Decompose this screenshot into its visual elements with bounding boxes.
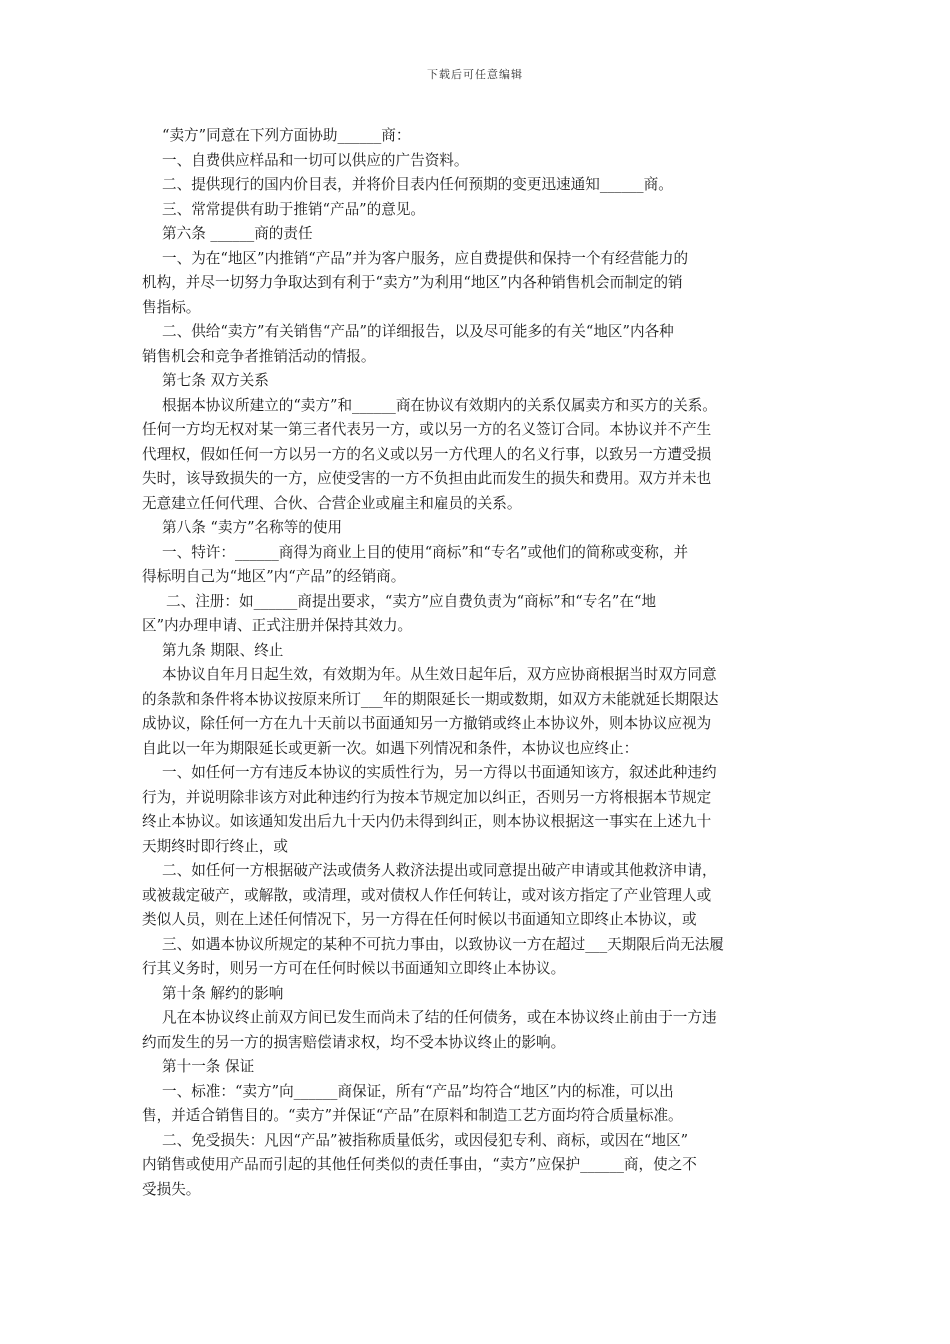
- document-line: 一、标准：“卖方”向______商保证，所有“产品”均符合“地区”内的标准，可以出: [162, 1082, 674, 1100]
- document-line: 一、为在“地区”内推销“产品”并为客户服务，应自费提供和保持一个有经营能力的: [162, 249, 689, 267]
- document-line: 凡在本协议终止前双方间已发生而尚未了结的任何债务，或在本协议终止前由于一方违: [162, 1009, 717, 1026]
- document-line: 二、注册：如______商提出要求，“卖方”应自费负责为“商标”和“专名”在“地: [166, 592, 657, 610]
- document-line: 约而发生的另一方的损害赔偿请求权，均不受本协议终止的影响。: [142, 1033, 566, 1051]
- document-line: 三、常常提供有助于推销“产品”的意见。: [162, 200, 426, 218]
- document-body: [142, 124, 810, 1202]
- document-line: 受损失。: [142, 1180, 201, 1198]
- document-line: 行为，并说明除非该方对此种违约行为按本节规定加以纠正，否则另一方将根据本节规定: [142, 788, 712, 806]
- document-line: 无意建立任何代理、合伙、合营企业或雇主和雇员的关系。: [142, 494, 522, 512]
- document-line: 或被裁定破产，或解散，或清理，或对债权人作任何转让，或对该方指定了产业管理人或: [142, 886, 712, 904]
- document-line: 二、提供现行的国内价目表，并将价目表内任何预期的变更迅速通知______商。: [162, 176, 673, 193]
- document-line: 自此以一年为期限延长或更新一次。如遇下列情况和条件，本协议也应终止：: [142, 739, 639, 757]
- document-line: 根据本协议所建立的“卖方”和______商在协议有效期内的关系仅属卖方和买方的关系。: [162, 396, 717, 414]
- document-line: 机构，并尽一切努力争取达到有利于“卖方”为利用“地区”内各种销售机会而制定的销: [142, 274, 683, 291]
- document-line: 销售机会和竞争者推销活动的情报。: [142, 347, 376, 365]
- document-line: 失时，该导致损失的一方，应使受害的一方不负担由此而发生的损失和费用。双方并未也: [142, 470, 712, 487]
- document-line: 第七条 双方关系: [162, 372, 269, 389]
- document-line: “卖方”同意在下列方面协助______商：: [162, 127, 411, 144]
- document-line: 类似人员，则在上述任何情况下，另一方得在任何时候以书面通知立即终止本协议，或: [142, 911, 697, 928]
- document-line: 一、如任何一方有违反本协议的实质性行为，另一方得以书面通知该方，叙述此种违约: [162, 764, 717, 781]
- document-line: 内销售或使用产品而引起的其他任何类似的责任事由，“卖方”应保护______商，使之不: [142, 1156, 697, 1173]
- document-line: 三、如遇本协议所规定的某种不可抗力事由，以致协议一方在超过___天期限后尚无法履: [162, 935, 724, 953]
- document-line: 第十一条 保证: [162, 1058, 255, 1075]
- document-line: 第八条 “卖方”名称等的使用: [162, 519, 343, 536]
- document-line: 一、自费供应样品和一切可以供应的广告资料。: [162, 151, 469, 169]
- document-line: 天期终时即行终止，或: [142, 837, 288, 855]
- document-line: 第九条 期限、终止: [162, 641, 284, 659]
- document-line: 二、免受损失：凡因“产品”被指称质量低劣，或因侵犯专利、商标，或因在“地区”: [162, 1131, 689, 1149]
- document-line: 成协议，除任何一方在九十天前以书面通知另一方撤销或终止本协议外，则本协议应视为: [142, 715, 712, 732]
- document-line: 售指标。: [142, 298, 201, 316]
- document-line: 二、供给“卖方”有关销售“产品”的详细报告，以及尽可能多的有关“地区”内各种: [162, 323, 674, 340]
- document-line: 行其义务时，则另一方可在任何时候以书面通知立即终止本协议。: [142, 960, 566, 977]
- document-line: 本协议自年月日起生效，有效期为年。从生效日起年后，双方应协商根据当时双方同意: [162, 666, 717, 683]
- document-line: 一、特许：______商得为商业上目的使用“商标”和“专名”或他们的简称或变称，并: [162, 543, 689, 561]
- document-line: 第六条 ______商的责任: [162, 225, 313, 242]
- document-line: 区”内办理申请、正式注册并保持其效力。: [142, 617, 413, 634]
- document-line: 二、如任何一方根据破产法或债务人救济法提出或同意提出破产申请或其他救济申请，: [162, 862, 717, 879]
- document-line: 代理权，假如任何一方以另一方的名义或以另一方代理人的名义行事，以致另一方遭受损: [142, 445, 712, 463]
- document-line: 第十条 解约的影响: [162, 984, 284, 1002]
- document-line: 终止本协议。如该通知发出后九十天内仍未得到纠正，则本协议根据这一事实在上述九十: [142, 813, 712, 830]
- document-line: 任何一方均无权对某一第三者代表另一方，或以另一方的名义签订合同。本协议并不产生: [142, 421, 712, 438]
- page-header: 下载后可任意编辑: [427, 68, 523, 81]
- document-line: 的条款和条件将本协议按原来所订___年的期限延长一期或数期，如双方未能就延长期限达: [142, 690, 719, 708]
- document-line: 得标明自己为“地区”内“产品”的经销商。: [142, 568, 406, 585]
- document-line: 售，并适合销售目的。“卖方”并保证“产品”在原料和制造工艺方面均符合质量标准。: [142, 1107, 683, 1124]
